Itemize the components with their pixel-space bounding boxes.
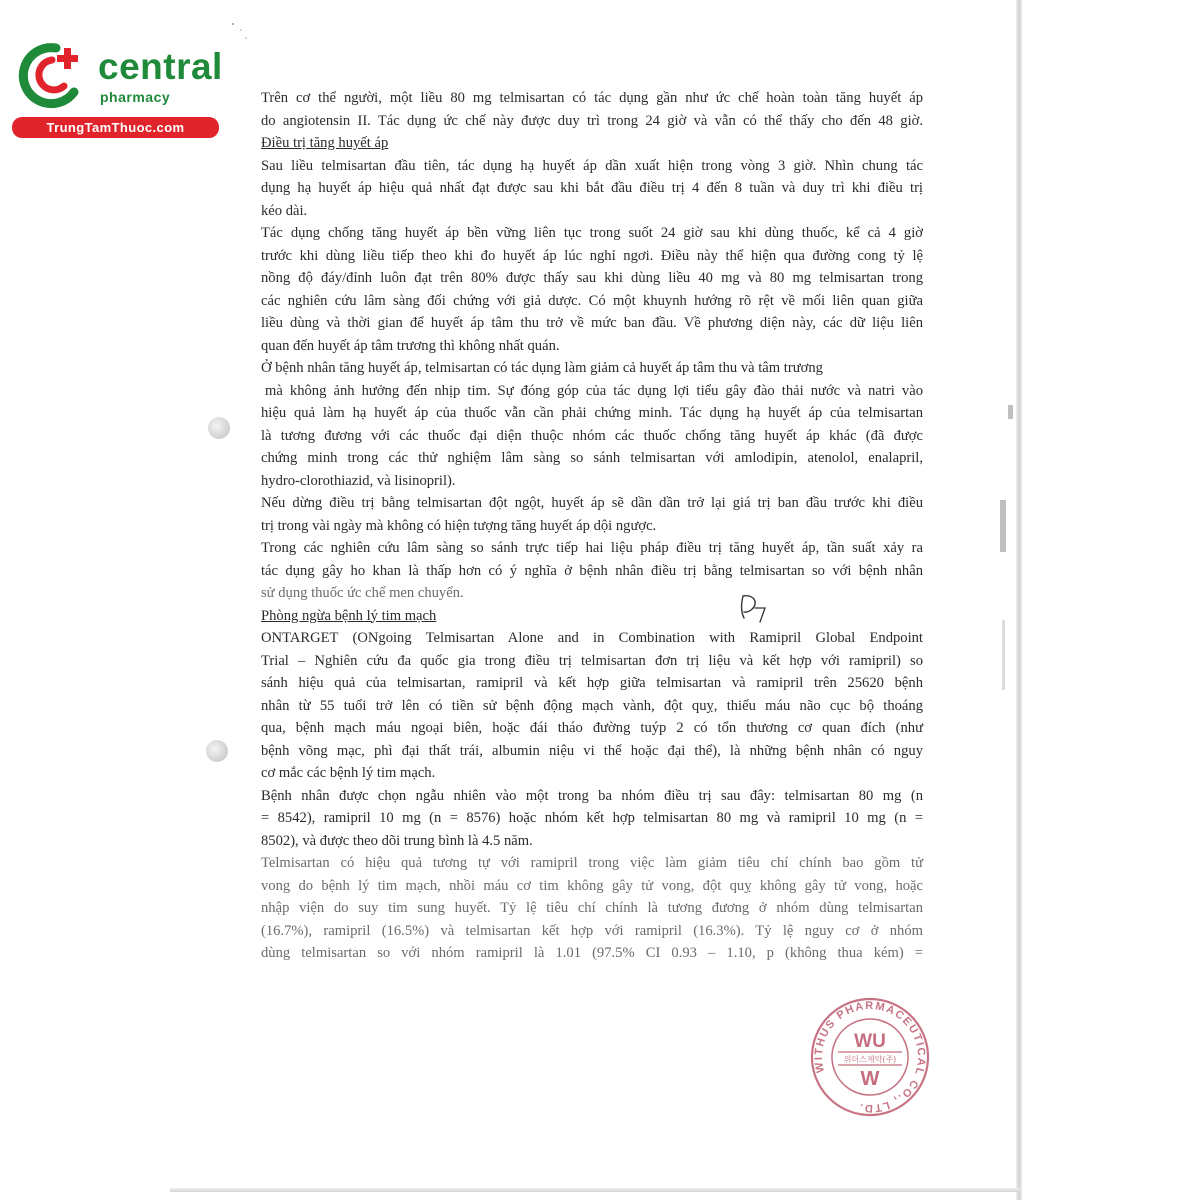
text-line: hiệu quả làm hạ huyết áp của thuốc vẫn cần phải chứng minh. Tác dụng hạ huyết áp của telmisartan bbox=[261, 405, 923, 421]
text-line: dùng telmisartan so với nhóm ramipril là 1.01 (97.5% CI 0.93 – 1.10, p (không thua kém) = bbox=[261, 945, 923, 961]
text-line: các nghiên cứu lâm sàng đối chứng với giả dược. Có một khuynh hướng rõ rệt về mối liên quan giữa bbox=[261, 292, 923, 309]
seal-korean: 위더스제약(주) bbox=[843, 1055, 897, 1064]
text-line: = 8542), ramipril 10 mg (n = 8576) hoặc nhóm kết hợp telmisartan 80 mg và ramipril 10 mg (n = bbox=[261, 810, 923, 826]
text-line: vong do bệnh lý tim mạch, nhồi máu cơ tim không gây tử vong, đột quỵ không gây tử vong, hoặc bbox=[261, 877, 923, 894]
margin-mark bbox=[1000, 500, 1006, 552]
margin-mark bbox=[1008, 405, 1013, 419]
text-line: trị trong vài ngày mà không có hiện tượng tăng huyết áp dội ngược. bbox=[261, 517, 657, 534]
scan-speckles bbox=[215, 18, 255, 48]
section-heading: Phòng ngừa bệnh lý tim mạch bbox=[261, 607, 437, 624]
text-line: ONTARGET (ONgoing Telmisartan Alone and in Combination with Ramipril Global Endpoint bbox=[261, 630, 923, 646]
text-line: sử dụng thuốc ức chế men chuyển. bbox=[261, 585, 464, 601]
text-line: (16.7%), ramipril (16.5%) và telmisartan kết hợp với ramipril (16.3%). Tỷ lệ nguy cơ ở nhóm bbox=[261, 922, 923, 939]
logo-url: TrungTamThuoc.com bbox=[12, 117, 219, 138]
text-line: cơ mắc các bệnh lý tim mạch. bbox=[261, 765, 436, 781]
text-line: nhập viện do suy tim sung huyết. Tỷ lệ tiêu chí chính là tương đương ở nhóm dùng telmisartan bbox=[261, 900, 923, 916]
text-line: nồng độ đáy/đỉnh luôn đạt trên 80% được thấy sau khi dùng liều 40 mg và 80 mg telmisartan trong bbox=[261, 270, 923, 286]
pharmacy-c-icon bbox=[12, 40, 88, 110]
text-line: Tác dụng chống tăng huyết áp bền vững liên tục trong suốt 24 giờ sau khi dùng thuốc, kể cả 4 giờ bbox=[261, 225, 923, 241]
text-line: bệnh võng mạc, phì đại thất trái, albumin niệu vi thể hoặc đại thể), là những bệnh nhân có nguy bbox=[261, 742, 923, 759]
logo-name: central bbox=[98, 46, 223, 87]
text-line: Trên cơ thể người, một liều 80 mg telmisartan có tác dụng gần như ức chế hoàn toàn tăng huyết áp bbox=[261, 90, 923, 106]
seal-wu: WU bbox=[854, 1031, 886, 1052]
handwritten-initials bbox=[735, 590, 775, 626]
document-body bbox=[261, 87, 923, 965]
page-bottom-edge bbox=[170, 1188, 1020, 1192]
text-line: Telmisartan có hiệu quả tương tự với ramipril trong việc làm giảm tiêu chí chính bao gồm tử bbox=[261, 855, 923, 871]
section-heading: Điều trị tăng huyết áp bbox=[261, 135, 389, 151]
text-line: mà không ảnh hưởng đến nhịp tim. Sự đóng góp của tác dụng lợi tiểu gây đào thải nước và natri vào bbox=[265, 382, 923, 399]
text-line: Ở bệnh nhân tăng huyết áp, telmisartan có tác dụng làm giảm cả huyết áp tâm thu và tâm trương bbox=[261, 360, 823, 376]
punch-hole-bottom bbox=[206, 740, 228, 762]
text-line: Bệnh nhân được chọn ngẫu nhiên vào một trong ba nhóm điều trị sau đây: telmisartan 80 mg (n bbox=[261, 787, 923, 804]
text-line: sánh hiệu quả của telmisartan, ramipril và kết hợp giữa telmisartan và ramipril trên 25620 bệnh bbox=[261, 675, 923, 691]
text-line: 8502), và được theo dõi trung bình là 4.5 năm. bbox=[261, 832, 533, 849]
text-line: Sau liều telmisartan đầu tiên, tác dụng hạ huyết áp dần xuất hiện trong vòng 3 giờ. Nhìn chung tác bbox=[261, 157, 923, 174]
text-line: Trial – Nghiên cứu đa quốc gia trong điều trị telmisartan đơn trị liệu và kết hợp với ramipril) so bbox=[261, 652, 923, 669]
text-line: là tương đương với các thuốc đại diện thuộc nhóm các thuốc chống tăng huyết áp khác (đã được bbox=[261, 427, 923, 444]
text-line: trước khi dùng liều tiếp theo khi đo huyết áp lúc nghỉ ngơi. Điều này thể hiện qua đường cong tỷ lệ bbox=[261, 247, 923, 264]
logo-subtitle: pharmacy bbox=[100, 89, 171, 105]
page-edge-shadow bbox=[1016, 0, 1022, 1200]
punch-hole-top bbox=[208, 417, 230, 439]
text-line: nhân từ 55 tuổi trở lên có tiền sử bệnh động mạch vành, đột quỵ, thiếu máu não cục bộ thoáng bbox=[261, 697, 923, 714]
text-line: kéo dài. bbox=[261, 202, 308, 219]
text-line: do angiotensin II. Tác dụng ức chế này được duy trì trong 24 giờ và vẫn có thể thấy cho đến 48 giờ. bbox=[261, 112, 923, 129]
text-line: hydro-clorothiazid, và lisinopril). bbox=[261, 472, 456, 489]
margin-mark bbox=[1002, 620, 1005, 690]
text-line: qua, bệnh mạch máu ngoại biên, hoặc đái tháo đường tuýp 2 có tổn thương cơ quan đích (như bbox=[261, 720, 923, 736]
text-line: Nếu dừng điều trị bằng telmisartan đột ngột, huyết áp sẽ dần dần trở lại giá trị ban đầu trước khi điều bbox=[261, 495, 923, 511]
text-line: dụng hạ huyết áp hiệu quả nhất đạt được sau khi bắt đầu điều trị 4 đến 8 tuần và duy trì khi điều trị bbox=[261, 180, 923, 196]
text-line: liều dùng và thời gian để huyết áp tâm thu trở về mức ban đầu. Về phương diện này, các dữ liệu liên bbox=[261, 315, 923, 331]
seal-w: W bbox=[860, 1068, 880, 1090]
text-line: chứng minh trong các thử nghiệm lâm sàng so sánh telmisartan với amlodipin, atenolol, enalapril, bbox=[261, 450, 923, 466]
text-line: Trong các nghiên cứu lâm sàng so sánh trực tiếp hai liệu pháp điều trị tăng huyết áp, tần suất xảy ra bbox=[261, 540, 923, 556]
text-line: quan đến huyết áp tâm trương thì không nhất quán. bbox=[261, 337, 560, 354]
company-seal-stamp bbox=[808, 995, 932, 1119]
text-line: tác dụng gây ho khan là thấp hơn có ý nghĩa ở bệnh nhân điều trị bằng telmisartan so với bệnh nhân bbox=[261, 562, 923, 579]
seal-ring-text: WITHUS PHARMACEUTICAL CO., LTD. bbox=[812, 999, 928, 1115]
central-pharmacy-logo[interactable] bbox=[10, 38, 225, 138]
